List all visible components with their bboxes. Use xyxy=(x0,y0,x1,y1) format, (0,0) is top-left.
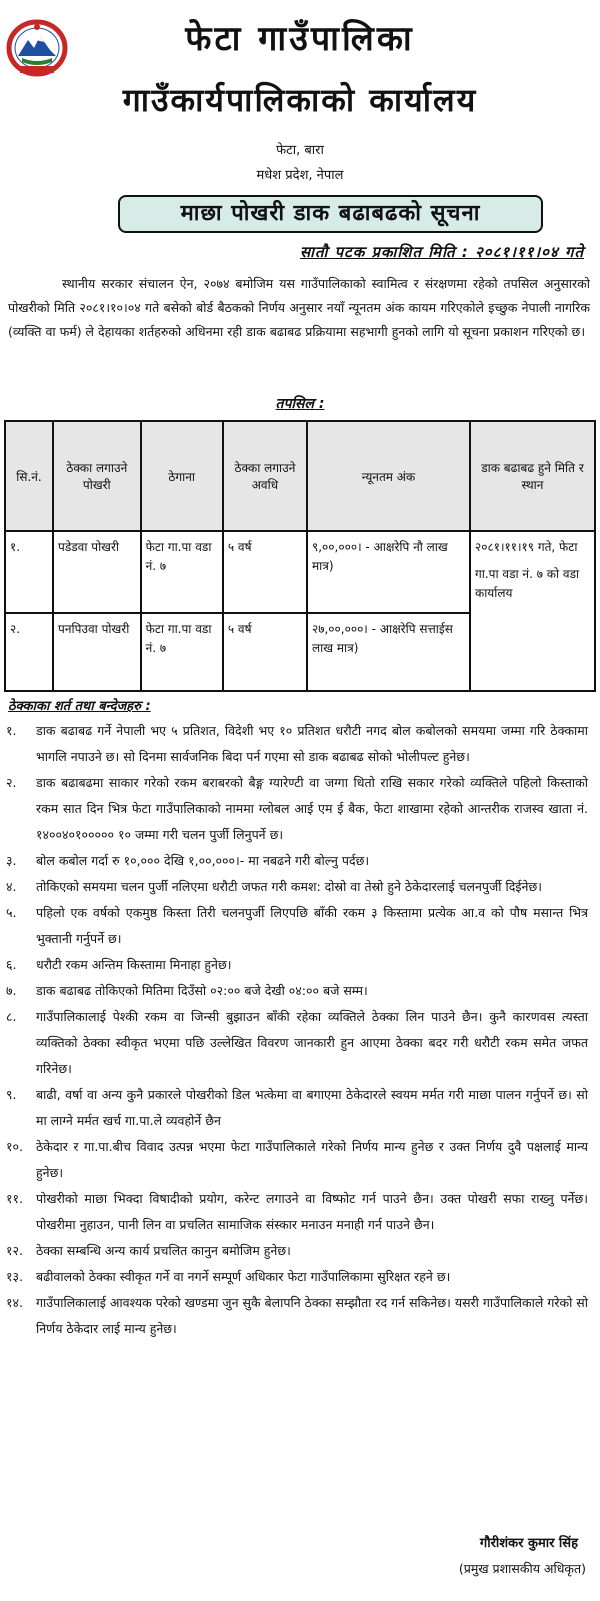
signer-title: (प्रमुख प्रशासकीय अधिकृत) xyxy=(458,1561,586,1576)
term-text: पोखरीको माछा भिक्दा विषादीको प्रयोग, करेन्ट लगाउने वा विष्फोट गर्न पाउने छैन। उक्त पोखरी सफा राख्नु पर्नेछ। पोखरीमा नुहाउन, पानी लिन वा प्रचलित सामाजिक संस्कार मनाउन मनाही गर्न पाउने छैन। xyxy=(36,1191,588,1232)
table-row xyxy=(5,531,595,613)
term-text: ठेक्का सम्बन्धि अन्य कार्य प्रचलित कानुन बमोजिम हुनेछ। xyxy=(36,1243,291,1258)
address-line-2: मधेश प्रदेश, नेपाल xyxy=(256,168,344,183)
letterhead xyxy=(0,0,600,240)
term-number: ११. xyxy=(6,1191,23,1206)
term-number: ५. xyxy=(6,905,17,920)
cell-sn: २. xyxy=(5,613,53,691)
term-text: डाक बढाबढ गर्ने नेपाली भए ५ प्रतिशत, विदेशी भए १० प्रतिशत धरौटी नगद बोल कबोलको समयमा जम्मा गरि ठेक्कामा भागलि नपाउने छ। सो दिनमा सार्वजनिक बिदा पर्न गएमा सो डाक बढाबढ सोको भोलीपल्ट हुनेछ। xyxy=(36,723,588,764)
cell-address: फेटा गा.पा वडा नं. ७ xyxy=(141,613,223,691)
list-item xyxy=(6,718,588,770)
table-header-row xyxy=(5,421,595,531)
term-number: ७. xyxy=(6,983,17,998)
term-text: गाउँपालिकालाई आवश्यक परेको खण्डमा जुन सुकै बेलापनि ठेक्का सम्झौता रद गर्न सकिनेछ। यसरी गाउँपालिकाले गरेको सो निर्णय ठेकेदार लाई मान्य हुनेछ। xyxy=(36,1295,588,1336)
list-item xyxy=(6,1186,588,1238)
list-item xyxy=(6,1264,588,1290)
term-text: बढीवालको ठेक्का स्वीकृत गर्ने वा नगर्ने सम्पूर्ण अधिकार फेटा गाउँपालिकामा सुरिक्षत रहने छ। xyxy=(36,1269,451,1284)
term-text: धरौटी रकम अन्तिम किस्तामा मिनाहा हुनेछ। xyxy=(36,957,232,972)
list-item xyxy=(6,1082,588,1134)
term-text: पहिलो एक वर्षको एकमुष्ठ किस्ता तिरी चलनपुर्जी लिएपछि बाँकी रकम ३ किस्तामा प्रत्येक आ.व को पौष मसान्त भित्र भुक्तानी गर्नुपर्ने छ। xyxy=(36,905,588,946)
term-number: ९. xyxy=(6,1087,17,1102)
header-address: ठेगाना xyxy=(141,421,223,531)
header-auction: डाक बढाबढ हुने मिति र स्थान xyxy=(470,421,595,531)
term-text: बाढी, वर्षा वा अन्य कुनै प्रकारले पोखरीको डिल भत्केमा वा बगाएमा ठेकेदारले स्वयम मर्मत गरी माछा पालन गर्नुपर्ने छ। सो मा लाग्ने मर्मत खर्च गा.पा.ले व्यवहोर्ने छैन xyxy=(36,1087,588,1128)
tapasil-label: तपसिल : xyxy=(275,396,325,412)
term-number: १०. xyxy=(6,1139,23,1154)
header-pond: ठेक्का लगाउने पोखरी xyxy=(53,421,141,531)
office-title: फेटा गाउँपालिका xyxy=(185,19,415,59)
header-sn: सि.नं. xyxy=(5,421,53,531)
cell-duration: ५ वर्ष xyxy=(223,531,307,613)
term-number: २. xyxy=(6,775,17,790)
term-number: ६. xyxy=(6,957,17,972)
list-item xyxy=(6,770,588,848)
list-item xyxy=(6,978,588,1004)
term-text: डाक बढाबढमा साकार गरेको रकम बराबरको बैङ्ग ग्यारेण्टी वा जग्गा धितो राखि सकार गरेको व्यक्तिले पहिलो किस्ताको रकम सात दिन भित्र फेटा गाउँपालिकाको नाममा ग्लोबल आई एम ई बैक, फेटा शाखामा रहेको आन्तरीक राजस्व खाता नं. १४००४०१००००० १० जम्मा गरी चलन पुर्जी लिनुपर्ने छ। xyxy=(36,775,588,842)
term-number: १२. xyxy=(6,1243,23,1258)
header-duration: ठेक्का लगाउने अवधि xyxy=(223,421,307,531)
list-item xyxy=(6,848,588,874)
address-line-1: फेटा, बारा xyxy=(276,143,324,158)
auction-place: गा.पा वडा नं. ७ को वडा कार्यालय xyxy=(474,567,580,600)
cell-address: फेटा गा.पा वडा नं. ७ xyxy=(141,531,223,613)
list-item xyxy=(6,1238,588,1264)
list-item xyxy=(6,874,588,900)
term-number: १३. xyxy=(6,1269,23,1284)
term-number: १४. xyxy=(6,1295,23,1310)
cell-duration: ५ वर्ष xyxy=(223,613,307,691)
signer-name: गौरीशंकर कुमार सिंह xyxy=(479,1536,578,1551)
term-number: १. xyxy=(6,723,17,738)
term-number: ८. xyxy=(6,1009,17,1024)
term-text: बोल कबोल गर्दा रु १०,००० देखि १,००,०००।- मा नबढने गरी बोल्नु पर्दछ। xyxy=(36,853,370,868)
list-item xyxy=(6,900,588,952)
cell-minimum: २७,००,०००। - आक्षरेपि सत्ताईस लाख मात्र) xyxy=(307,613,470,691)
pond-details-table xyxy=(4,420,596,692)
term-number: ३. xyxy=(6,853,17,868)
office-subtitle: गाउँकार्यपालिकाको कार्यालय xyxy=(122,81,478,119)
terms-heading: ठेक्काका शर्त तथा बन्देजहरु : xyxy=(8,699,151,714)
term-number: ४. xyxy=(6,879,17,894)
term-text: डाक बढाबढ तोकिएको मितिमा दिउँसो ०२:०० बजे देखी ०४:०० बजे सम्म। xyxy=(36,983,368,998)
list-item xyxy=(6,952,588,978)
header-minimum: न्यूनतम अंक xyxy=(307,421,470,531)
list-item xyxy=(6,1134,588,1186)
intro-paragraph: स्थानीय सरकार संचालन ऐन, २०७४ बमोजिम यस गाउँपालिकाको स्वामित्व र संरक्षणमा रहेको तपसिल अनुसारको पोखरीको मिति २०८१।१०।०४ गते बसेको बोर्ड बैठकको निर्णय अनुसार नयाँ न्यूनतम अंक कायम गरिएकोले इच्छुक नेपाली नागरिक (व्यक्ति वा फर्म) ले देहायका शर्तहरुको अधिनमा रही डाक बढाबढ प्रक्रियामा सहभागी हुनको लागि यो सूचना प्रकाशन गरिएको छ। xyxy=(8,276,590,339)
term-text: ठेकेदार र गा.पा.बीच विवाद उत्पन्न भएमा फेटा गाउँपालिकाले गरेको निर्णय मान्य हुनेछ र उक्त निर्णय दुवै पक्षलाई मान्य हुनेछ। xyxy=(36,1139,588,1180)
cell-minimum: ९,००,०००। - आक्षरेपि नौ लाख मात्र) xyxy=(307,531,470,613)
cell-sn: १. xyxy=(5,531,53,613)
notice-title: माछा पोखरी डाक बढाबढको सूचना xyxy=(118,195,543,233)
cell-pond: पडेडवा पोखरी xyxy=(53,531,141,613)
term-text: गाउँपालिकालाई पेश्की रकम वा जिन्सी बुझाउन बाँकी रहेका व्यक्तिले ठेक्का लिन पाउने छैन। कुनै कारणवस त्यस्ता व्यक्तिको ठेक्का स्वीकृत भएमा पछि उल्लेखित विवरण जानकारी हुन आएमा ठेक्का बदर गरी धरौटी रकम समेत जफत गरिनेछ। xyxy=(36,1009,588,1076)
cell-auction-date-place xyxy=(470,531,595,691)
term-text: तोकिएको समयमा चलन पुर्जी नलिएमा धरौटी जफत गरी कमश: दोस्रो वा तेस्रो हुने ठेकेदारलाई चलनपुर्जी दिईनेछ। xyxy=(36,879,542,894)
cell-pond: पनपिउवा पोखरी xyxy=(53,613,141,691)
terms-list xyxy=(6,718,588,1342)
list-item xyxy=(6,1290,588,1342)
published-date: सातौ पटक प्रकाशित मिति : २०८१।११।०४ गते xyxy=(299,243,584,261)
auction-date: २०८१।११।१९ गते, फेटा xyxy=(474,540,578,554)
list-item xyxy=(6,1004,588,1082)
